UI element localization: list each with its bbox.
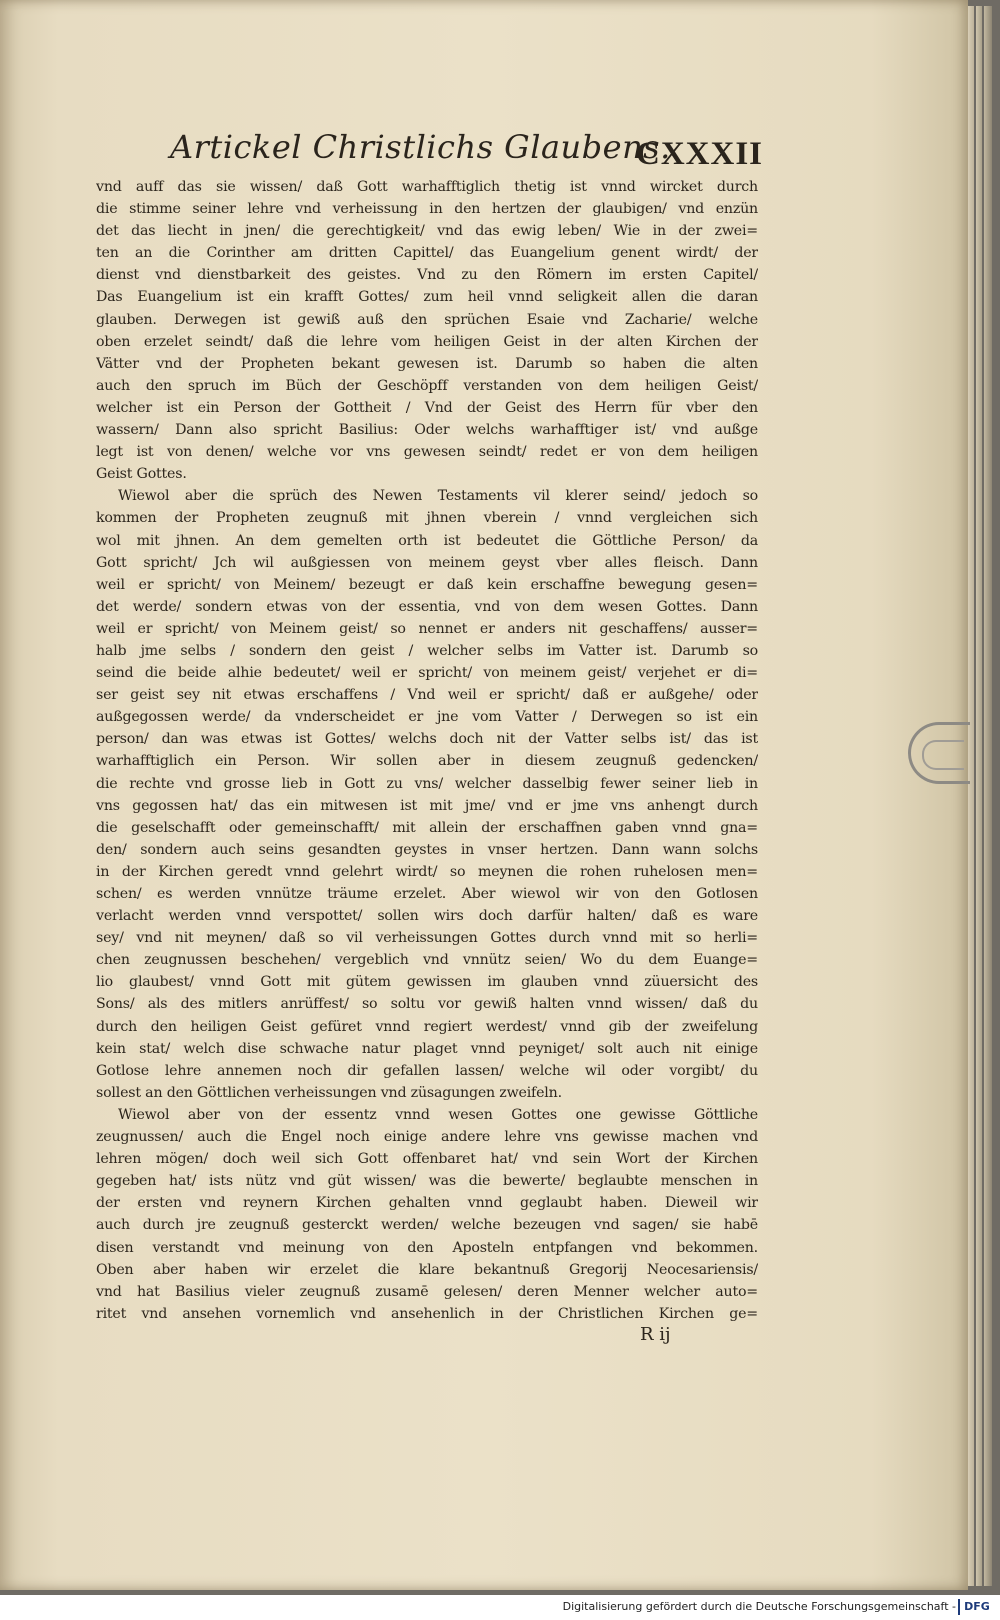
text-line: legt ist von denen/ welche vor vns gewesen seindt/ redet er von dem heiligen <box>96 444 758 461</box>
text-line: Gott spricht/ Jch wil außgiessen von meinem geyst vber alles fleisch. Dann <box>96 554 758 571</box>
text-line: außgegossen werde/ da vnderscheidet er jne vom Vatter / Derwegen so ist ein <box>96 709 758 726</box>
text-line: vnd auff das sie wissen/ daß Gott warhafftiglich thetig ist vnnd wircket durch <box>96 179 758 195</box>
text-line: warhafftiglich ein Person. Wir sollen aber in diesem zeugnuß gedencken/ <box>96 753 758 770</box>
text-line: verlacht werden vnnd verspottet/ sollen wirs doch darfür halten/ daß es ware <box>96 908 758 925</box>
text-line: kommen der Propheten zeugnuß mit jhnen vberein / vnnd vergleichen sich <box>96 510 758 527</box>
text-line: glauben. Derwegen ist gewiß auß den sprüchen Esaie vnd Zacharie/ welche <box>96 311 758 328</box>
text-line: lio glaubest/ vnnd Gott mit gütem gewissen im glauben vnnd züuersicht des <box>96 974 758 991</box>
text-line: zeugnussen/ auch die Engel noch einige andere lehre vns gewisse machen vnd <box>96 1129 758 1146</box>
text-line: sey/ vnd nit meynen/ daß so vil verheissungen Gottes durch vnnd mit so herli= <box>96 930 758 947</box>
text-line: gegeben hat/ ists nütz vnd güt wissen/ was die bewerte/ beglaubte menschen in <box>96 1173 758 1190</box>
text-line: Vätter vnd der Propheten bekant gewesen ist. Darumb so haben die alten <box>96 355 758 372</box>
text-line: auch durch jre zeugnuß gesterckt werden/ welche bezeugen vnd sagen/ sie habē <box>96 1217 758 1234</box>
dfg-logo: DFG <box>958 1599 994 1615</box>
text-line: welcher ist ein Person der Gottheit / Vnd der Geist des Herrn für vber den <box>96 399 758 416</box>
text-line: wassern/ Dann also spricht Basilius: Oder welchs warhafftiger ist/ vnd außge <box>96 422 758 439</box>
text-line: oben erzelet seindt/ daß die lehre vom heiligen Geist in der alten Kirchen der <box>96 333 758 350</box>
paper-clip-inner-icon <box>922 740 964 770</box>
body-text <box>96 176 758 1325</box>
text-line: Oben aber haben wir erzelet die klare bekantnuß Gregorij Neocesariensis/ <box>96 1261 758 1278</box>
text-line: sollest an den Göttlichen verheissungen vnd züsagungen zweifeln. <box>96 1084 562 1101</box>
text-line: durch den heiligen Geist gefüret vnnd regiert werdest/ vnnd gib der zweifelung <box>96 1018 758 1035</box>
text-line: ritet vnd ansehen vornemlich vnd ansehenlich in der Christlichen Kirchen ge= <box>96 1305 758 1322</box>
text-line: Gotlose lehre annemen noch dir gefallen lassen/ welche wil oder vorgibt/ du <box>96 1062 758 1079</box>
text-line: die stimme seiner lehre vnd verheissung in den hertzen der glaubigen/ vnd enzün <box>96 201 758 218</box>
text-line: Geist Gottes. <box>96 466 187 483</box>
footer-bar <box>0 1597 1000 1620</box>
text-line: det das liecht in jnen/ die gerechtigkeit/ vnd das ewig leben/ Wie in der zwei= <box>96 223 758 240</box>
text-line: ser geist sey nit etwas erschaffens / Vnd weil er spricht/ daß er außgehe/ oder <box>96 687 758 704</box>
page-title: Artickel Christlichs Glaubens. <box>170 128 671 166</box>
text-line: kein stat/ welch dise schwache natur plaget vnnd peyniget/ solt auch nit einige <box>96 1040 758 1057</box>
text-line: Wiewol aber die sprüch des Newen Testaments vil klerer seind/ jedoch so <box>118 488 758 505</box>
text-line: auch den spruch im Büch der Geschöpff verstanden von dem heiligen Geist/ <box>96 377 758 394</box>
text-line: lehren mögen/ doch weil sich Gott offenbaret hat/ vnd sein Wort der Kirchen <box>96 1151 758 1168</box>
text-line: ten an die Corinther am dritten Capittel/ das Euangelium genent wirdt/ der <box>96 245 758 262</box>
text-line: in der Kirchen geredt vnnd gelehrt wirdt/ so meynen die rohen ruhelosen men= <box>96 863 758 880</box>
text-line: die rechte vnd grosse lieb in Gott zu vns/ welcher dasselbig fewer seiner lieb in <box>96 775 758 792</box>
text-line: Wiewol aber von der essentz vnnd wesen Gottes one gewisse Göttliche <box>118 1106 758 1123</box>
page-edge <box>984 6 992 1586</box>
text-line: seind die beide alhie bedeutet/ weil er spricht/ von meinem geist/ verjehet er di= <box>96 665 758 682</box>
text-line: schen/ es werden vnnütze träume erzelet. Aber wiewol wir von den Gotlosen <box>96 886 758 902</box>
text-line: disen verstandt vnd meinung von den Aposteln entpfangen vnd bekommen. <box>96 1239 758 1256</box>
text-line: det werde/ sondern etwas von der essentia, vnd von dem wesen Gottes. Dann <box>96 598 758 615</box>
text-line: chen zeugnussen beschehen/ vergeblich vnd vnnütz seien/ Wo du dem Euange= <box>96 952 758 969</box>
text-line: wol mit jhnen. An dem gemelten orth ist bedeutet die Göttliche Person/ da <box>96 532 758 549</box>
text-line: der ersten vnd reynern Kirchen gehalten vnnd geglaubt haben. Dieweil wir <box>96 1195 758 1212</box>
funding-credit: Digitalisierung gefördert durch die Deutsche Forschungsgemeinschaft - <box>562 1600 956 1613</box>
text-line: weil er spricht/ von Meinem/ bezeugt er daß kein erschaffne bewegung gesen= <box>96 576 758 593</box>
text-line: person/ dan was etwas ist Gottes/ welchs doch nit der Vatter selbs ist/ das ist <box>96 731 758 748</box>
text-line: vnd hat Basilius vieler zeugnuß zusamē gelesen/ deren Menner welcher auto= <box>96 1283 758 1300</box>
text-line: halb jme selbs / sondern den geist / welcher selbs im Vatter ist. Darumb so <box>96 642 758 659</box>
text-line: Das Euangelium ist ein krafft Gottes/ zum heil vnnd seligkeit allen die daran <box>96 289 758 306</box>
signature-mark: R ij <box>640 1324 671 1345</box>
page-edge <box>968 6 974 1586</box>
text-line: Sons/ als des mitlers anrüffest/ so soltu vor gewiß halten vnnd wissen/ daß du <box>96 996 758 1013</box>
folio-number: CXXXII <box>636 136 764 172</box>
text-line: vns gegossen hat/ das ein mitwesen ist mit jme/ vnd er jme vns anhengt durch <box>96 797 758 814</box>
page-edge <box>976 6 982 1586</box>
text-line: die geselschafft oder gemeinschafft/ mit allein der erschaffnen gaben vnnd gna= <box>96 819 758 836</box>
text-line: weil er spricht/ von Meinem geist/ so nennet er anders nit geschaffens/ ausser= <box>96 620 758 637</box>
text-line: den/ sondern auch seins gesandten geystes in vnser hertzen. Dann wann solchs <box>96 841 758 858</box>
text-line: dienst vnd dienstbarkeit des geistes. Vnd zu den Römern im ersten Capitel/ <box>96 267 758 284</box>
